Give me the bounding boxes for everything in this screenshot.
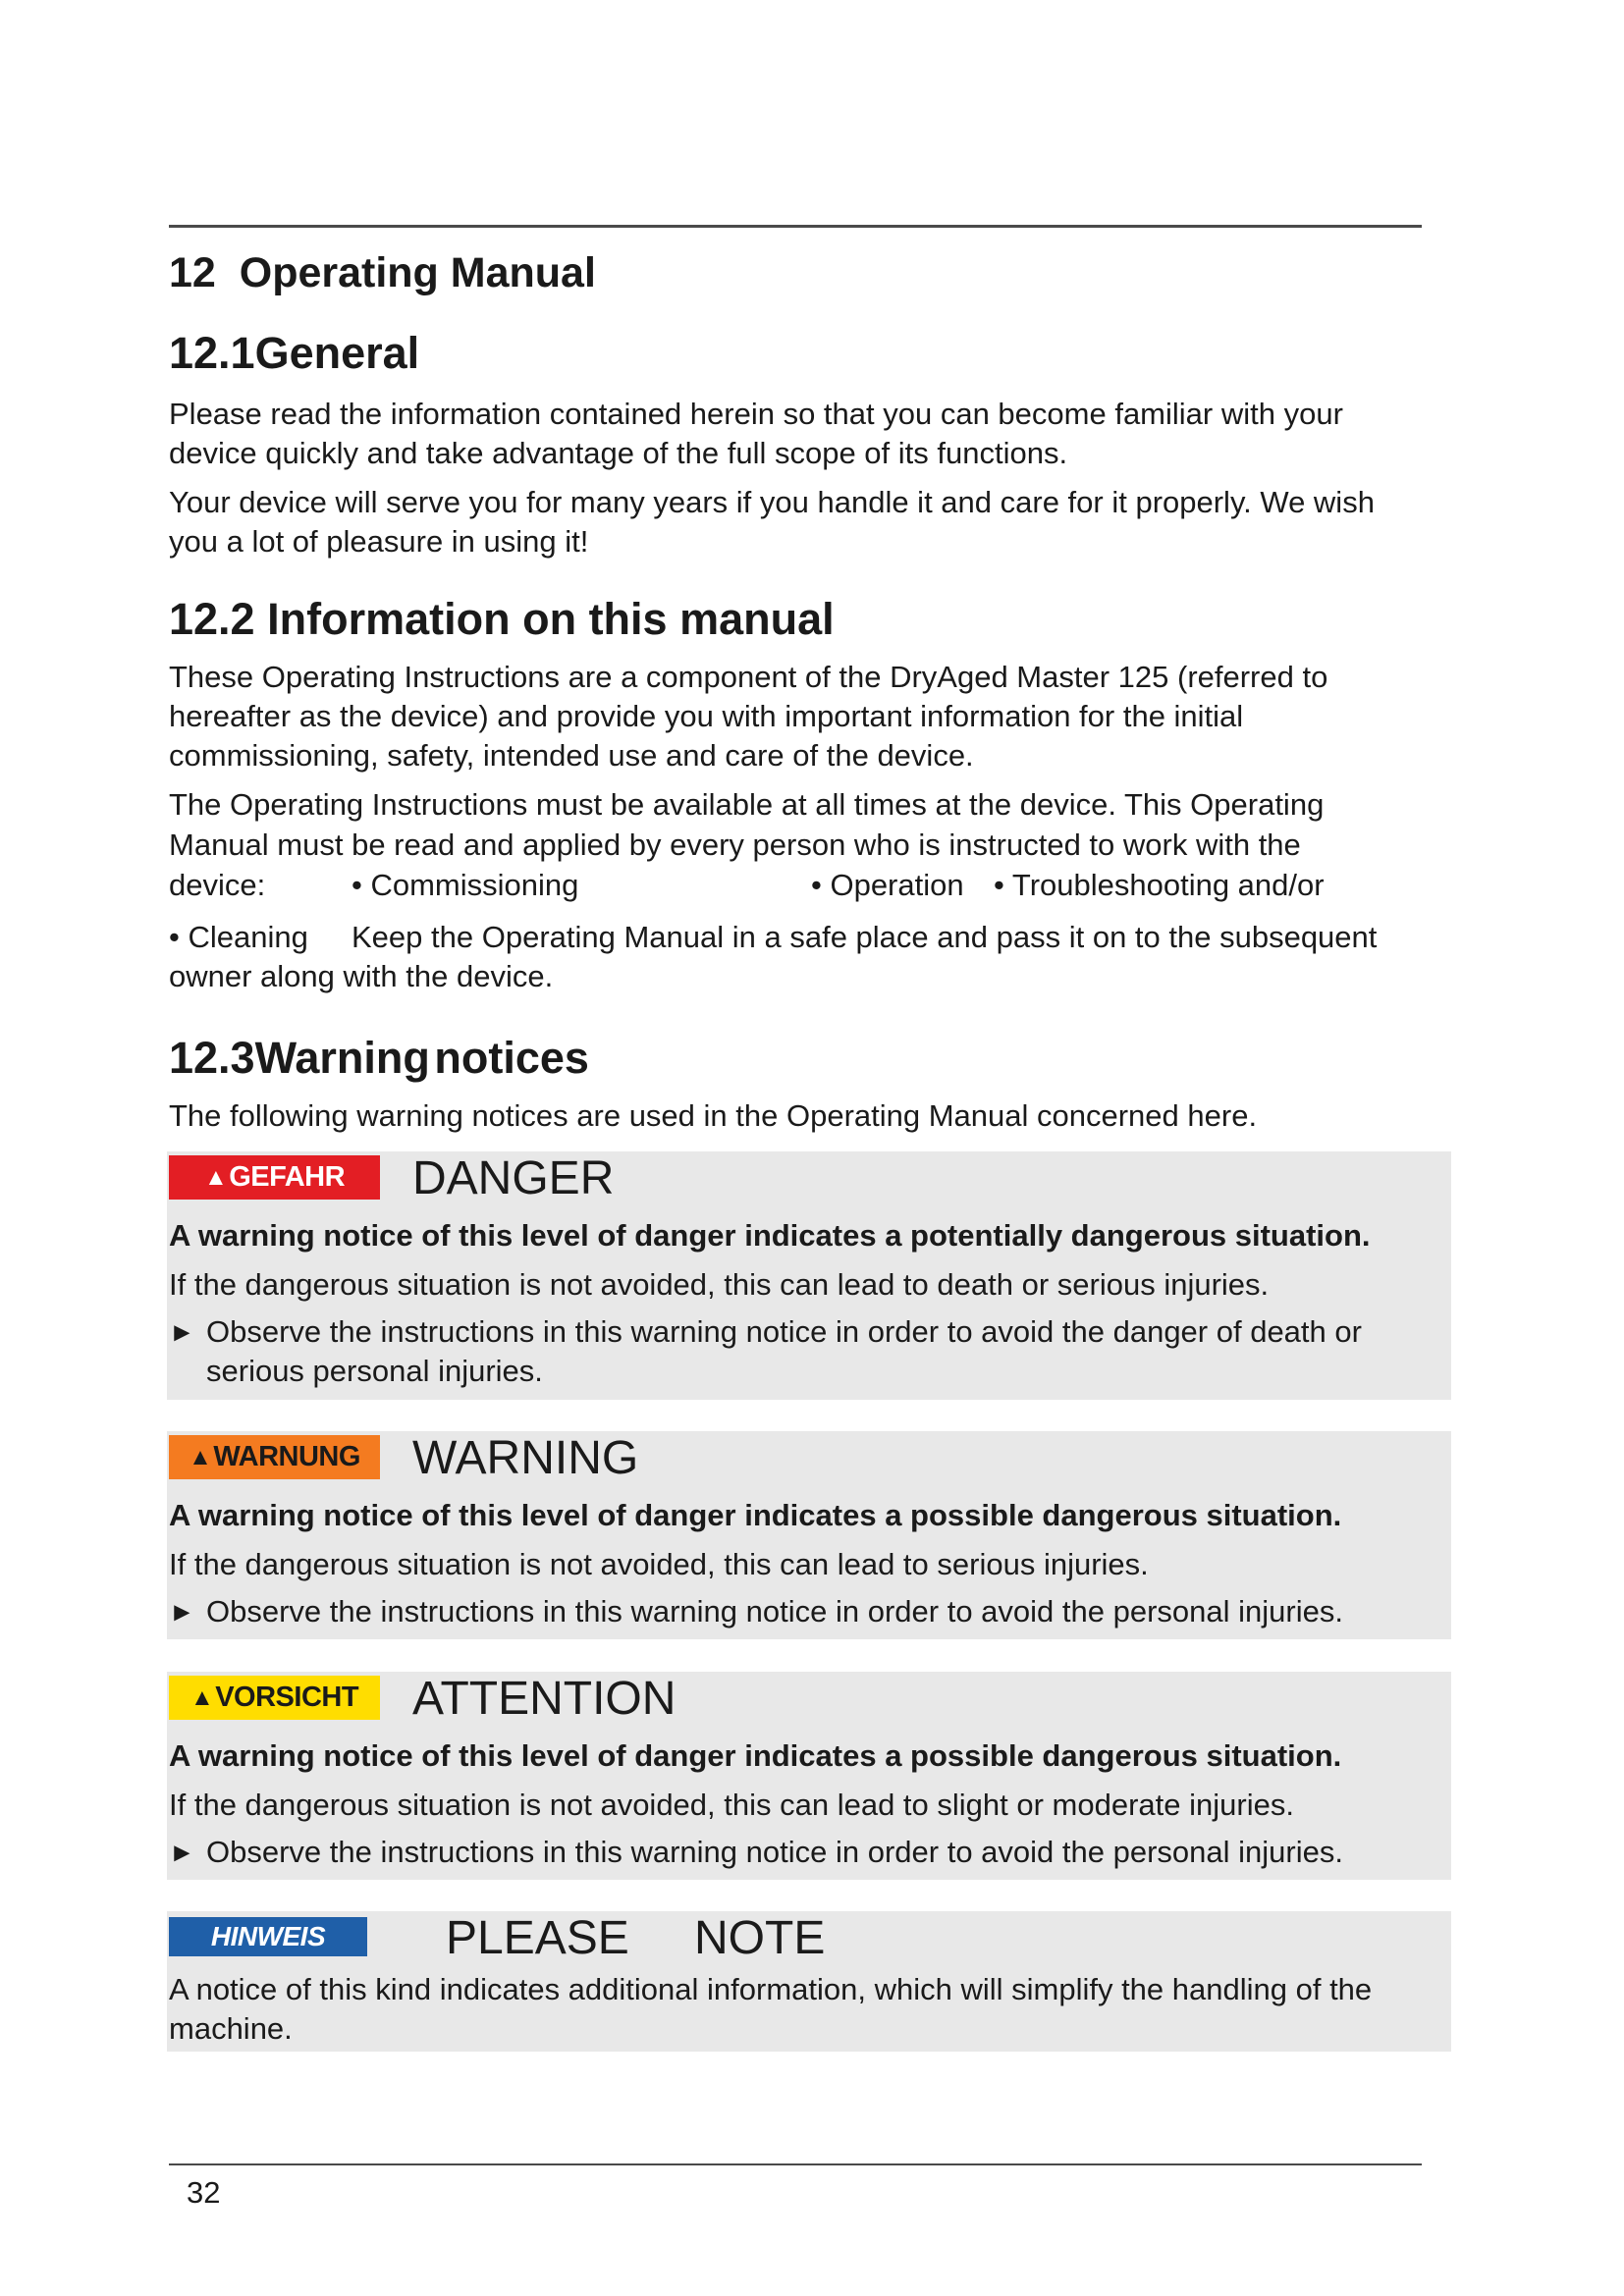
attention-notice — [167, 1672, 1451, 1880]
warning-notice — [167, 1431, 1451, 1639]
attention-instruction-text: Observe the instructions in this warning notice in order to avoid the personal injuries. — [206, 1835, 1343, 1869]
bullet-commissioning: • Commissioning — [352, 868, 579, 902]
page-number: 32 — [187, 2175, 221, 2210]
warning-description: A warning notice of this level of danger indicates a possible dangerous situation. — [169, 1498, 1342, 1532]
info-paragraph-3-line2: owner along with the device. — [169, 959, 554, 993]
attention-badge — [169, 1676, 380, 1720]
attention-description: A warning notice of this level of danger indicates a possible dangerous situation. — [169, 1738, 1342, 1773]
note-title-word1: PLEASE — [446, 1912, 629, 1964]
warnings-intro: The following warning notices are used in the Operating Manual concerned here. — [169, 1098, 1258, 1133]
warning-triangle-icon: ▲ — [189, 1683, 214, 1711]
danger-title: DANGER — [412, 1152, 615, 1204]
chapter-title: Operating Manual — [239, 249, 596, 296]
general-paragraph-2: Your device will serve you for many years if you handle it and care for it properly. We wish you a lot of pleasure in using it! — [169, 485, 1375, 559]
arrow-right-icon: ► — [169, 1838, 195, 1867]
general-paragraph-1: Please read the information contained herein so that you can become familiar with your device quickly and take advantage of the full scope of its functions. — [169, 397, 1343, 470]
info-paragraph-2-line2: Manual must be read and applied by every person who is instructed to work with the — [169, 828, 1301, 862]
arrow-right-icon: ► — [169, 1597, 195, 1627]
attention-title: ATTENTION — [412, 1673, 677, 1725]
section-number: 12.1 — [169, 328, 255, 378]
header-rule — [169, 225, 1422, 228]
section-title: Warning notices — [254, 1033, 589, 1083]
note-notice — [167, 1911, 1451, 2052]
danger-badge — [169, 1155, 380, 1200]
note-badge: HINWEIS — [169, 1917, 367, 1956]
danger-notice — [167, 1151, 1451, 1400]
attention-instruction — [169, 1833, 1424, 1872]
section-info-heading — [169, 594, 835, 645]
info-paragraph-3-line1: Keep the Operating Manual in a safe place and pass it on to the subsequent — [352, 920, 1378, 954]
bullet-operation: • Operation — [811, 868, 964, 902]
section-number: 12.3 — [169, 1033, 255, 1083]
info-paragraph-2-line1: The Operating Instructions must be available at all times at the device. This Operating — [169, 787, 1325, 822]
attention-badge-label: VORSICHT — [215, 1682, 359, 1713]
bullet-cleaning: • Cleaning — [169, 920, 308, 954]
danger-description: A warning notice of this level of danger indicates a potentially dangerous situation. — [169, 1218, 1371, 1253]
note-text: A notice of this kind indicates additional information, which will simplify the handling of the machine. — [169, 1972, 1373, 2046]
info-paragraph-1: These Operating Instructions are a component of the DryAged Master 125 (referred to hereafter as the device) and provide you with important information for the initial commissioning, safety, intended use and care of the device. — [169, 660, 1328, 773]
section-number: 12.2 — [169, 594, 255, 644]
danger-consequence: If the dangerous situation is not avoided, this can lead to death or serious injuries. — [169, 1267, 1270, 1302]
attention-consequence: If the dangerous situation is not avoided, this can lead to slight or moderate injuries. — [169, 1788, 1294, 1822]
warning-badge-label: WARNUNG — [213, 1441, 360, 1472]
chapter-number: 12 — [169, 249, 216, 296]
chapter-heading — [169, 249, 596, 297]
warning-title: WARNING — [412, 1432, 639, 1484]
arrow-right-icon: ► — [169, 1317, 195, 1347]
warning-triangle-icon: ▲ — [203, 1163, 228, 1191]
danger-instruction-text: Observe the instructions in this warning notice in order to avoid the danger of death or serious personal injuries. — [206, 1314, 1362, 1388]
bullet-troubleshooting: • Troubleshooting and/or — [994, 868, 1325, 902]
danger-badge-label: GEFAHR — [229, 1161, 346, 1193]
note-title-word2: NOTE — [694, 1912, 826, 1964]
section-warnings-heading — [169, 1033, 589, 1084]
device-label: device: — [169, 868, 266, 902]
warning-consequence: If the dangerous situation is not avoided, this can lead to serious injuries. — [169, 1547, 1149, 1581]
danger-instruction — [169, 1312, 1424, 1391]
section-general-heading — [169, 328, 419, 379]
section-title: Information on this manual — [267, 594, 835, 644]
warning-instruction — [169, 1592, 1424, 1631]
warning-triangle-icon: ▲ — [189, 1443, 212, 1470]
section-title: General — [254, 328, 420, 378]
warning-badge — [169, 1435, 380, 1479]
warning-instruction-text: Observe the instructions in this warning notice in order to avoid the personal injuries. — [206, 1594, 1343, 1629]
footer-rule — [169, 2163, 1422, 2165]
